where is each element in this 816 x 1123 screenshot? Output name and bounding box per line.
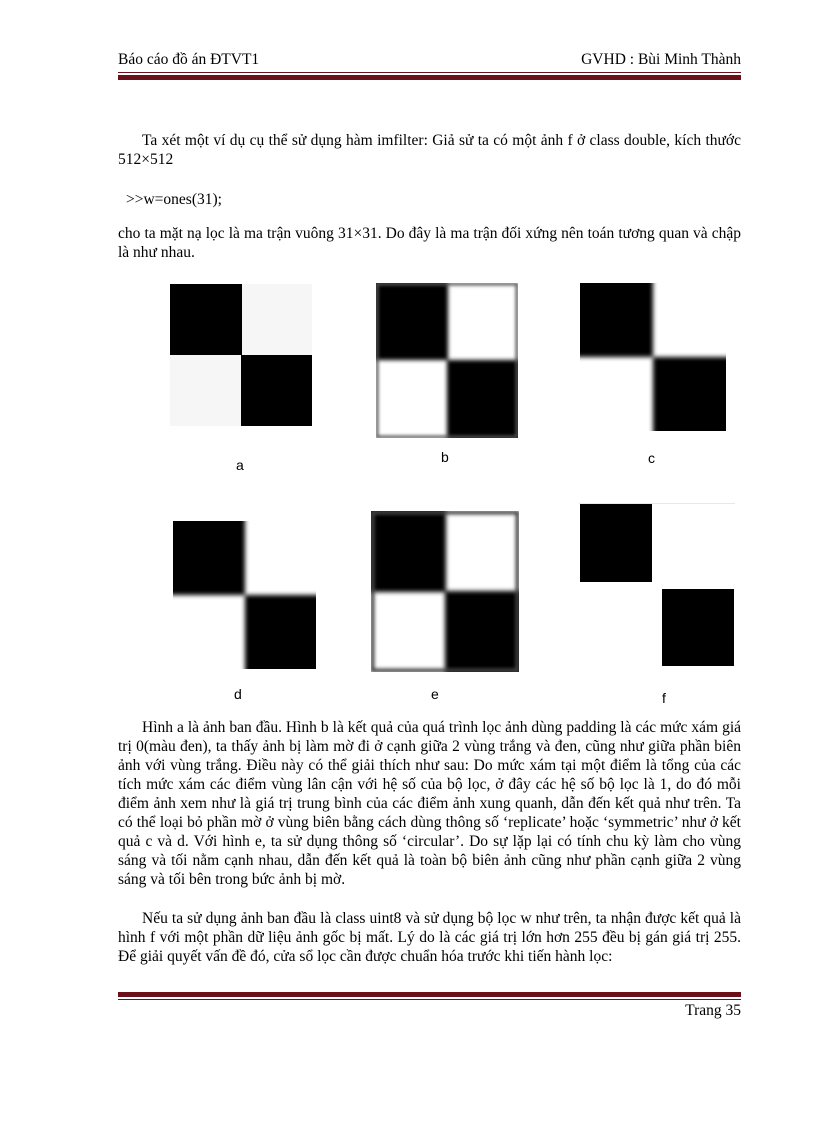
- footer-rule-thin: [118, 999, 741, 1000]
- header-report-title: Báo cáo đồ án ĐTVT1: [118, 51, 260, 68]
- code-line: >>w=ones(31);: [126, 191, 222, 208]
- paragraph-intro: Ta xét một ví dụ cụ thể sử dụng hàm imfilter: Giả sử ta có một ảnh f ở class double, kích thước 512×512: [118, 132, 741, 168]
- figure-b-zero-padding: [376, 283, 518, 438]
- paragraph-uint8: Nếu ta sử dụng ảnh ban đầu là class uint8 và sử dụng bộ lọc w như trên, ta nhận được kết quả là hình f với một phần dữ liệu ảnh gốc bị mất. Lý do là các giá trị lớn hơn 255 đều bị gán giá trị 255. Để giải quyết vấn đề đó, cửa sổ lọc cần được chuẩn hóa trước khi tiến hành lọc:: [118, 910, 741, 965]
- figure-b-caption: b: [441, 449, 449, 465]
- figure-e-circular: [371, 511, 519, 672]
- figure-a-caption: a: [236, 457, 244, 473]
- figure-d-symmetric: [173, 521, 316, 669]
- figure-c-caption: c: [648, 450, 655, 466]
- figure-f-caption: f: [662, 690, 666, 706]
- figure-c-replicate: [580, 283, 726, 431]
- footer-rule-thick: [118, 992, 741, 997]
- paragraph-explanation: Hình a là ảnh ban đầu. Hình b là kết quả của quá trình lọc ảnh dùng padding là các mức xám giá trị 0(màu đen), ta thấy ảnh bị làm mờ đi ở cạnh giữa 2 vùng trắng và đen, cũng như giữa phần biên ảnh với vùng trắng. Điều này có thể giải thích như sau: Do mức xám tại một điểm là tổng của các tích mức xám các điểm vùng lân cận với hệ số của bộ lọc, ở đây các hệ số bộ lọc là 1, do đó mỗi điểm ảnh xem như là giá trị trung bình của các điểm ảnh xung quanh, dẫn đến kết quả như trên. Ta có thể loại bỏ phần mờ ở vùng biên bằng cách dùng thông số ‘replicate’ hoặc ‘symmetric’ như ở kết quả c và d. Với hình e, ta sử dụng thông số ‘circular’. Do sự lặp lại có tính chu kỳ làm cho vùng sáng và tối nằm cạnh nhau, dẫn đến kết quả là toàn bộ biên ảnh cũng như phần cạnh giữa 2 vùng sáng và tối bên trong bức ảnh bị mờ.: [118, 719, 741, 888]
- page-header: [118, 50, 741, 72]
- header-rule-thin: [118, 72, 741, 73]
- figure-f-uint8: [579, 503, 735, 666]
- page-number: Trang 35: [685, 1002, 741, 1019]
- header-rule-thick: [118, 75, 741, 80]
- header-supervisor: GVHD : Bùi Minh Thành: [581, 51, 741, 68]
- figure-d-caption: d: [234, 686, 242, 702]
- paragraph-mask: cho ta mặt nạ lọc là ma trận vuông 31×31. Do đây là ma trận đối xứng nên toán tương quan và chập là như nhau.: [118, 225, 741, 261]
- figure-a-original: [170, 284, 312, 426]
- figure-e-caption: e: [431, 686, 439, 702]
